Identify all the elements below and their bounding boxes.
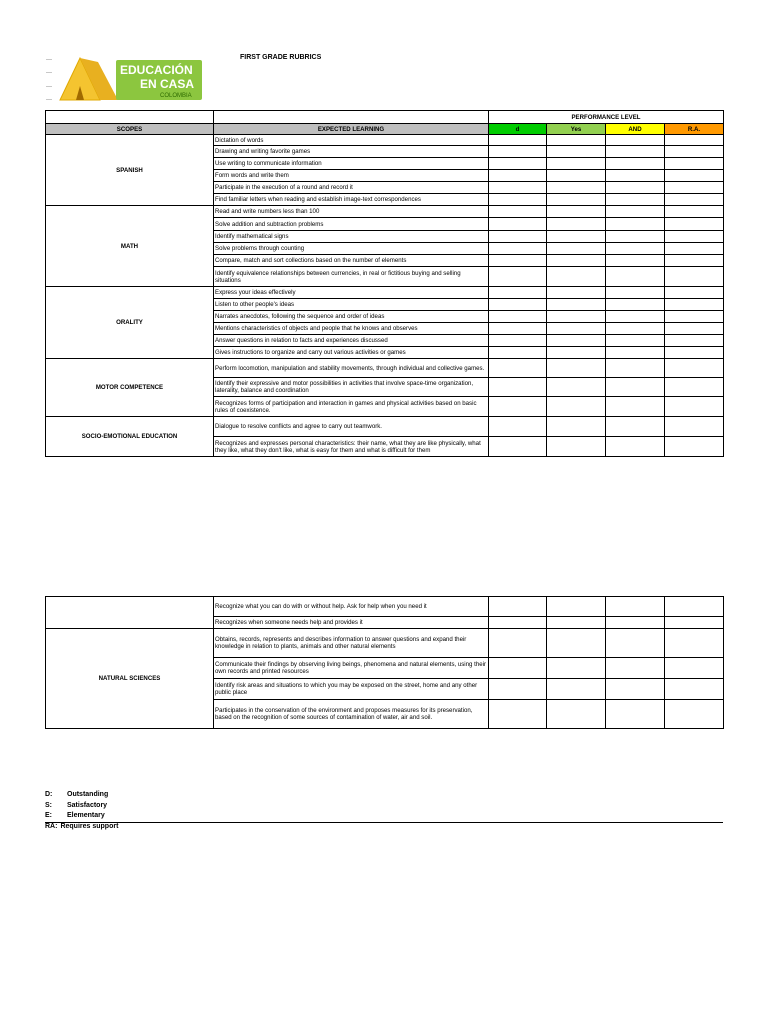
level-cell — [665, 170, 724, 182]
expected-learning-cell: Recognize what you can do with or without help. Ask for help when you need it — [214, 597, 489, 617]
level-cell — [489, 287, 547, 299]
level-cell — [489, 182, 547, 194]
level-cell — [606, 243, 665, 255]
legend-item — [45, 822, 118, 833]
level-cell — [489, 218, 547, 231]
level-cell — [606, 347, 665, 359]
level-cell — [547, 170, 606, 182]
level-cell — [547, 437, 606, 457]
level-cell — [547, 629, 606, 658]
expected-learning-cell: Drawing and writing favorite games — [214, 146, 489, 158]
expected-learning-cell: Identify risk areas and situations to which you may be exposed on the street, home and any other public place — [214, 679, 489, 700]
level-cell — [606, 206, 665, 218]
level-cell — [489, 206, 547, 218]
header-row-1 — [46, 111, 724, 124]
level-cell — [489, 629, 547, 658]
rubric-row — [46, 135, 724, 146]
level-cell — [665, 335, 724, 347]
level-cell — [606, 267, 665, 287]
level-cell — [489, 597, 547, 617]
level-cell — [547, 417, 606, 437]
level-cell — [665, 378, 724, 397]
expected-learning-header: EXPECTED LEARNING — [214, 124, 489, 135]
expected-learning-cell: Solve problems through counting — [214, 243, 489, 255]
expected-learning-cell: Dialogue to resolve conflicts and agree to carry out teamwork. — [214, 417, 489, 437]
scope-cell: MATH — [46, 206, 214, 287]
level-cell — [489, 135, 547, 146]
level-cell — [665, 231, 724, 243]
level-cell — [489, 397, 547, 417]
level-cell — [606, 629, 665, 658]
legend-item — [45, 811, 118, 822]
level-cell — [489, 658, 547, 679]
level-cell — [606, 597, 665, 617]
level-cell — [665, 299, 724, 311]
expected-learning-cell: Solve addition and subtraction problems — [214, 218, 489, 231]
level-cell — [665, 679, 724, 700]
scopes-header: SCOPES — [46, 124, 214, 135]
expected-learning-cell: Use writing to communicate information — [214, 158, 489, 170]
level-cell — [606, 417, 665, 437]
level-cell — [606, 158, 665, 170]
level-cell — [489, 437, 547, 457]
level-cell — [489, 323, 547, 335]
level-cell — [665, 658, 724, 679]
expected-learning-cell: Recognizes forms of participation and interaction in games and physical activities based on basic rules of coexistence. — [214, 397, 489, 417]
level-cell — [547, 658, 606, 679]
header-row-2 — [46, 124, 724, 135]
level-cell — [547, 231, 606, 243]
page-break-gap — [0, 468, 768, 593]
level-header-3: AND — [606, 124, 665, 135]
level-cell — [489, 378, 547, 397]
legend-value: Elementary — [67, 812, 105, 819]
level-cell — [665, 347, 724, 359]
level-cell — [547, 347, 606, 359]
level-cell — [547, 243, 606, 255]
expected-learning-cell: Recognizes when someone needs help and provides it — [214, 617, 489, 629]
rubric-row — [46, 206, 724, 218]
level-cell — [547, 182, 606, 194]
level-cell — [606, 658, 665, 679]
level-cell — [489, 359, 547, 378]
scope-cell: SOCIO-EMOTIONAL EDUCATION — [46, 417, 214, 457]
svg-text:EN CASA: EN CASA — [140, 77, 195, 91]
rubric-row — [46, 359, 724, 378]
decorative-dash — [46, 72, 52, 73]
level-cell — [665, 218, 724, 231]
level-cell — [665, 437, 724, 457]
level-cell — [665, 417, 724, 437]
level-cell — [547, 597, 606, 617]
scope-cell: MOTOR COMPETENCE — [46, 359, 214, 417]
expected-learning-cell: Narrates anecdotes, following the sequence and order of ideas — [214, 311, 489, 323]
expected-learning-cell: Compare, match and sort collections based on the number of elements — [214, 255, 489, 267]
svg-text:EDUCACIÓN: EDUCACIÓN — [120, 63, 193, 77]
legend-item — [45, 801, 118, 812]
level-cell — [606, 299, 665, 311]
level-cell — [606, 287, 665, 299]
expected-learning-cell: Mentions characteristics of objects and people that he knows and observes — [214, 323, 489, 335]
level-cell — [665, 135, 724, 146]
legend-value: Requires support — [60, 822, 119, 830]
expected-learning-cell: Obtains, records, represents and describes information to answer questions and expand their knowledge in relation to plants, animals and other natural elements — [214, 629, 489, 658]
level-cell — [606, 218, 665, 231]
document-title: FIRST GRADE RUBRICS — [240, 54, 322, 61]
level-cell — [665, 267, 724, 287]
level-cell — [665, 255, 724, 267]
level-cell — [547, 311, 606, 323]
legend-key: E: — [45, 812, 52, 819]
rubric-table-page-1 — [45, 110, 724, 457]
performance-level-header: PERFORMANCE LEVEL — [489, 111, 724, 124]
rubric-table-page-2 — [45, 596, 724, 729]
level-cell — [606, 231, 665, 243]
level-cell — [547, 299, 606, 311]
expected-learning-cell: Participate in the execution of a round and record it — [214, 182, 489, 194]
educacion-en-casa-logo — [58, 56, 206, 104]
level-cell — [665, 206, 724, 218]
level-cell — [489, 194, 547, 206]
expected-learning-cell: Recognizes and expresses personal characteristics: their name, what they are like physically, what they like, what they don't like, what is easy for them and what is difficult for them — [214, 437, 489, 457]
level-cell — [547, 378, 606, 397]
level-cell — [489, 267, 547, 287]
level-cell — [665, 182, 724, 194]
level-header-4: R.A. — [665, 124, 724, 135]
level-cell — [665, 146, 724, 158]
level-cell — [489, 700, 547, 729]
level-cell — [547, 700, 606, 729]
level-cell — [665, 311, 724, 323]
header-blank — [214, 111, 489, 124]
level-cell — [665, 243, 724, 255]
legend — [45, 790, 118, 832]
legend-value: Outstanding — [67, 791, 109, 798]
level-cell — [489, 679, 547, 700]
level-cell — [489, 299, 547, 311]
level-cell — [547, 194, 606, 206]
level-cell — [665, 617, 724, 629]
level-cell — [489, 255, 547, 267]
legend-value: Satisfactory — [67, 801, 108, 809]
expected-learning-cell: Express your ideas effectively — [214, 287, 489, 299]
level-cell — [665, 700, 724, 729]
level-cell — [547, 359, 606, 378]
level-cell — [489, 347, 547, 359]
scope-cell-continued — [46, 597, 214, 629]
level-cell — [665, 629, 724, 658]
level-cell — [547, 146, 606, 158]
expected-learning-cell: Identify mathematical signs — [214, 231, 489, 243]
scope-cell: ORALITY — [46, 287, 214, 359]
legend-key: RA: — [45, 822, 58, 830]
level-cell — [665, 158, 724, 170]
level-cell — [547, 335, 606, 347]
level-cell — [606, 323, 665, 335]
legend-key: D: — [45, 791, 53, 798]
level-cell — [547, 397, 606, 417]
expected-learning-cell: Communicate their findings by observing living beings, phenomena and natural elements, using their own records and printed resources — [214, 658, 489, 679]
level-cell — [489, 417, 547, 437]
level-cell — [606, 182, 665, 194]
rubric-row — [46, 287, 724, 299]
decorative-dash — [46, 99, 52, 100]
level-cell — [606, 194, 665, 206]
level-cell — [606, 146, 665, 158]
level-cell — [606, 255, 665, 267]
level-cell — [606, 170, 665, 182]
level-cell — [665, 397, 724, 417]
scope-cell: SPANISH — [46, 135, 214, 206]
level-cell — [665, 597, 724, 617]
level-cell — [489, 158, 547, 170]
level-cell — [489, 335, 547, 347]
level-cell — [606, 617, 665, 629]
level-cell — [547, 255, 606, 267]
level-cell — [489, 231, 547, 243]
level-cell — [606, 437, 665, 457]
level-cell — [547, 267, 606, 287]
level-cell — [606, 679, 665, 700]
level-cell — [665, 359, 724, 378]
legend-item — [45, 790, 118, 801]
level-cell — [489, 617, 547, 629]
level-cell — [606, 359, 665, 378]
level-cell — [547, 135, 606, 146]
level-cell — [606, 135, 665, 146]
expected-learning-cell: Listen to other people's ideas — [214, 299, 489, 311]
level-cell — [547, 617, 606, 629]
level-cell — [606, 700, 665, 729]
expected-learning-cell: Read and write numbers less than 100 — [214, 206, 489, 218]
expected-learning-cell: Gives instructions to organize and carry out various activities or games — [214, 347, 489, 359]
rubric-row — [46, 597, 724, 617]
level-cell — [547, 206, 606, 218]
level-cell — [489, 311, 547, 323]
level-header-2: Yes — [547, 124, 606, 135]
level-cell — [606, 397, 665, 417]
level-cell — [547, 323, 606, 335]
level-cell — [489, 170, 547, 182]
decorative-dash — [46, 86, 52, 87]
expected-learning-cell: Identify equivalence relationships between currencies, in real or fictitious buying and selling situations — [214, 267, 489, 287]
level-cell — [547, 287, 606, 299]
rubric-row — [46, 629, 724, 658]
expected-learning-cell: Find familiar letters when reading and establish image-text correspondences — [214, 194, 489, 206]
level-cell — [665, 194, 724, 206]
decorative-dash — [46, 59, 52, 60]
legend-key: S: — [45, 801, 52, 809]
header-blank — [46, 111, 214, 124]
level-cell — [547, 679, 606, 700]
level-cell — [547, 158, 606, 170]
expected-learning-cell: Form words and write them — [214, 170, 489, 182]
expected-learning-cell: Identify their expressive and motor possibilities in activities that involve space-time organization, laterality, balance and coordination — [214, 378, 489, 397]
legend-divider — [45, 822, 723, 823]
level-cell — [606, 335, 665, 347]
expected-learning-cell: Answer questions in relation to facts and experiences discussed — [214, 335, 489, 347]
svg-text:COLOMBIA: COLOMBIA — [160, 93, 192, 99]
level-cell — [547, 218, 606, 231]
level-cell — [665, 323, 724, 335]
scope-cell: NATURAL SCIENCES — [46, 629, 214, 729]
level-cell — [606, 311, 665, 323]
level-cell — [665, 287, 724, 299]
logo-graphic — [58, 56, 206, 104]
expected-learning-cell: Perform locomotion, manipulation and stability movements, through individual and collective games. — [214, 359, 489, 378]
level-cell — [489, 146, 547, 158]
level-header-1: d — [489, 124, 547, 135]
rubric-row — [46, 417, 724, 437]
expected-learning-cell: Participates in the conservation of the environment and proposes measures for its preservation, based on the recognition of some sources of contamination of water, air and soil. — [214, 700, 489, 729]
level-cell — [606, 378, 665, 397]
level-cell — [489, 243, 547, 255]
expected-learning-cell: Dictation of words — [214, 135, 489, 146]
